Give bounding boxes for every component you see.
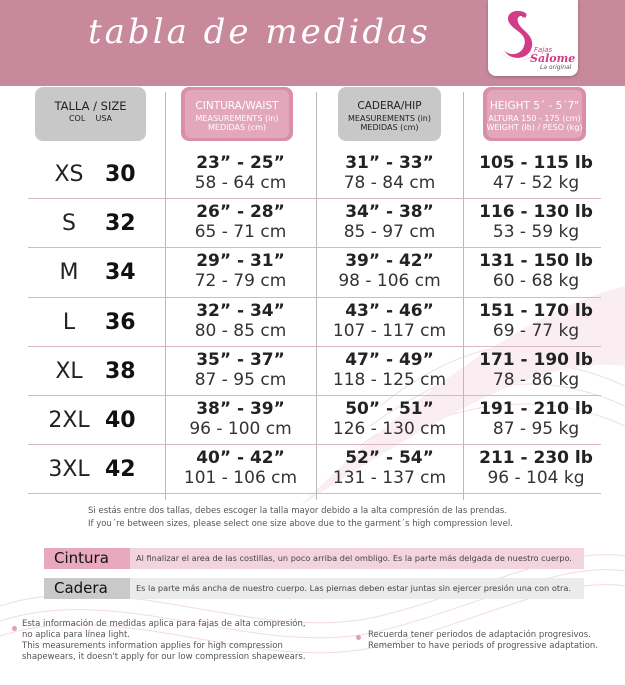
hip-header-title: CADERA/HIP <box>357 100 422 112</box>
waist-header-sub1: MEASUREMENTS (in) <box>195 114 279 123</box>
hip-inches: 39” - 42” <box>345 251 434 272</box>
definition-cintura-text: Al finalizar el area de las costillas, un poco arriba del ombligo. Es la parte más delgada de nuestro cuerpo. <box>130 548 584 569</box>
hip-column-header <box>338 87 441 141</box>
size-column-header <box>35 87 146 141</box>
footer-left-line: shapewears, it doesn't apply for our low compression shapewears. <box>22 652 306 662</box>
weight-lb: 211 - 230 lb <box>479 448 593 469</box>
hip-inches: 52” - 54” <box>345 448 434 469</box>
weight-lb: 105 - 115 lb <box>479 153 593 173</box>
hip-inches: 31” - 33” <box>345 153 434 173</box>
size-header-title: TALLA / SIZE <box>54 99 127 113</box>
footer-right-note <box>368 630 598 652</box>
weight-kg: 78 - 86 kg <box>492 369 580 390</box>
weight-lb: 131 - 150 lb <box>479 251 593 272</box>
size-usa-label: 38 <box>105 358 136 384</box>
logo-small-text: Fajas <box>534 46 553 54</box>
waist-cm: 72 - 79 cm <box>194 271 287 292</box>
weight-kg: 69 - 77 kg <box>492 320 580 341</box>
hip-cm: 118 - 125 cm <box>332 369 447 390</box>
hip-inches: 47” - 49” <box>345 349 434 370</box>
hip-cm: 98 - 106 cm <box>338 271 441 292</box>
size-usa-label: 40 <box>105 408 136 433</box>
weight-kg: 87 - 95 kg <box>492 419 580 439</box>
row-divider <box>28 395 601 396</box>
hip-cm: 107 - 117 cm <box>332 320 447 341</box>
hip-cm: 131 - 137 cm <box>332 468 447 489</box>
weight-lb: 116 - 130 lb <box>479 202 593 223</box>
weight-lb: 191 - 210 lb <box>479 399 593 419</box>
page-title: tabla de medidas <box>88 12 431 52</box>
header-banner <box>0 0 625 86</box>
size-note-es: Si estás entre dos tallas, debes escoger la talla mayor debido a la alta compresión de las prendas. <box>88 506 508 516</box>
row-divider <box>28 493 601 494</box>
height-header-sub2: WEIGHT (lb) / PESO (kg) <box>486 123 583 132</box>
footer-left-line: This measurements information applies for high compression <box>22 641 283 651</box>
waist-cm: 87 - 95 cm <box>194 369 287 390</box>
hip-header-sub2: MEDIDAS (cm) <box>360 123 419 132</box>
size-col-label: 2XL <box>48 408 90 433</box>
waist-cm: 58 - 64 cm <box>194 173 287 193</box>
hip-inches: 34” - 38” <box>345 202 434 223</box>
size-usa-label: 36 <box>105 309 136 335</box>
height-header-title: HEIGHT 5´ - 5´7" <box>489 100 580 112</box>
hip-cm: 126 - 130 cm <box>332 419 447 439</box>
bullet-icon <box>12 626 17 631</box>
waist-column-header <box>181 87 293 141</box>
size-col-label: XL <box>55 358 83 384</box>
size-usa-label: 30 <box>105 162 136 187</box>
footer-left-note <box>22 619 306 663</box>
row-divider <box>28 346 601 347</box>
waist-header-sub2: MEDIDAS (cm) <box>207 123 267 132</box>
footer-right-line: Recuerda tener periodos de adaptación progresivos. <box>368 630 591 640</box>
weight-kg: 60 - 68 kg <box>492 271 580 292</box>
bullet-icon <box>356 635 361 640</box>
hip-inches: 50” - 51” <box>345 399 434 419</box>
size-usa-label: 32 <box>105 211 136 237</box>
height-header-sub1: ALTURA 150 - 175 (cm) <box>488 114 581 123</box>
definition-cintura-label: Cintura <box>44 548 130 569</box>
row-divider <box>28 444 601 445</box>
brand-logo <box>488 0 578 76</box>
height-column-header <box>483 87 586 141</box>
waist-inches: 29” - 31” <box>196 251 285 272</box>
definition-cadera-text: Es la parte más ancha de nuestro cuerpo. Las piernas deben estar juntas sin ejercer presión una con otra. <box>130 578 584 599</box>
waist-inches: 38” - 39” <box>196 399 285 419</box>
size-note <box>88 505 558 531</box>
waist-inches: 26” - 28” <box>196 202 285 223</box>
hip-header-sub1: MEASUREMENTS (in) <box>348 114 431 123</box>
row-divider <box>28 198 601 199</box>
size-usa-label: 42 <box>105 457 136 483</box>
row-divider <box>28 247 601 248</box>
footer-right-line: Remember to have periods of progressive adaptation. <box>368 641 599 651</box>
waist-cm: 96 - 100 cm <box>189 419 292 439</box>
waist-inches: 40” - 42” <box>196 448 285 469</box>
footer-left-line: no aplica para línea light. <box>22 630 131 640</box>
size-usa-label: 34 <box>105 260 136 286</box>
hip-cm: 78 - 84 cm <box>343 173 436 193</box>
definition-cadera-label: Cadera <box>44 578 130 599</box>
weight-lb: 151 - 170 lb <box>479 300 593 321</box>
size-col-label: 3XL <box>48 457 90 483</box>
weight-kg: 96 - 104 kg <box>487 468 585 489</box>
waist-inches: 32” - 34” <box>196 300 285 321</box>
size-header-sub: COL USA <box>68 114 113 123</box>
waist-cm: 101 - 106 cm <box>183 468 298 489</box>
waist-inches: 23” - 25” <box>196 153 285 173</box>
size-col-label: XS <box>54 162 84 187</box>
size-col-label: M <box>59 260 79 286</box>
logo-brand-text: Salome <box>530 52 576 65</box>
waist-inches: 35” - 37” <box>196 349 285 370</box>
definition-cadera <box>44 578 584 599</box>
weight-kg: 53 - 59 kg <box>492 222 580 243</box>
definition-cintura <box>44 548 584 569</box>
hip-inches: 43” - 46” <box>345 300 434 321</box>
waist-header-title: CINTURA/WAIST <box>195 100 279 112</box>
size-col-label: S <box>62 211 76 237</box>
footer-left-line: Esta información de medidas aplica para fajas de alta compresión, <box>22 619 306 629</box>
hip-cm: 85 - 97 cm <box>343 222 436 243</box>
row-divider <box>28 297 601 298</box>
size-note-en: If you´re between sizes, please select one size above due to the garment´s high compression level. <box>88 519 513 529</box>
size-col-label: L <box>62 309 76 335</box>
waist-cm: 80 - 85 cm <box>194 320 287 341</box>
logo-sub-text: La original <box>540 64 572 71</box>
weight-lb: 171 - 190 lb <box>479 349 593 370</box>
waist-cm: 65 - 71 cm <box>194 222 287 243</box>
weight-kg: 47 - 52 kg <box>492 173 580 193</box>
